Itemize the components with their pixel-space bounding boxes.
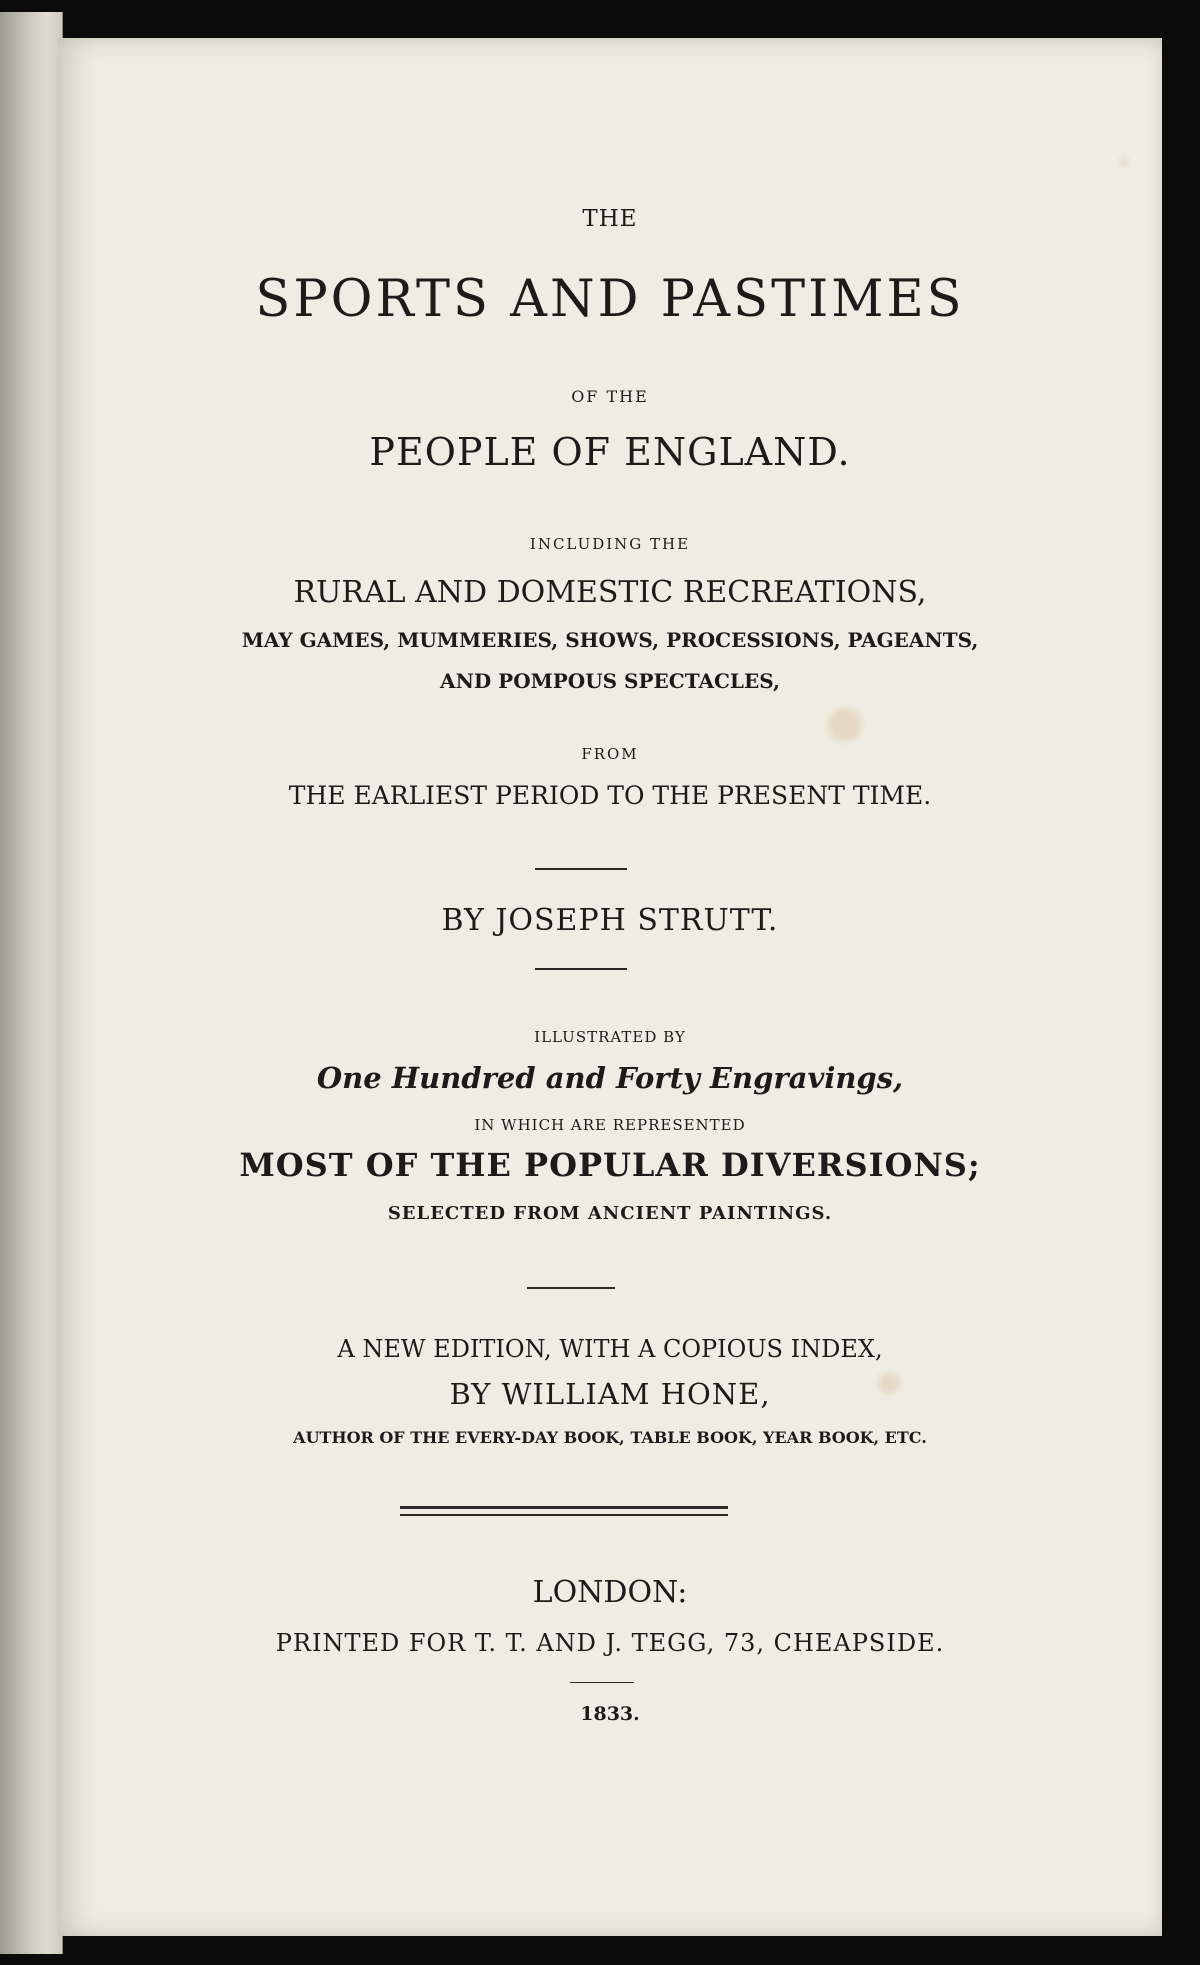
facing-page-edge <box>0 12 63 1954</box>
subject-title: PEOPLE OF ENGLAND. <box>369 430 851 474</box>
separator-rule <box>535 968 627 970</box>
editor-line: BY WILLIAM HONE, <box>449 1377 771 1411</box>
place-line: LONDON: <box>532 1575 688 1610</box>
from-label: FROM <box>581 745 639 763</box>
year-line: 1833. <box>580 1703 640 1725</box>
illustrated-by-label: ILLUSTRATED BY <box>534 1028 686 1046</box>
edition-line: A NEW EDITION, WITH A COPIOUS INDEX, <box>337 1335 883 1363</box>
diversions-line: MOST OF THE POPULAR DIVERSIONS; <box>239 1146 981 1184</box>
games-line: MAY GAMES, MUMMERIES, SHOWS, PROCESSIONS, PAGEANTS, <box>241 628 979 652</box>
selected-line: SELECTED FROM ANCIENT PAINTINGS. <box>387 1203 833 1224</box>
of-the-label: OF THE <box>571 387 649 406</box>
including-label: INCLUDING THE <box>529 535 691 553</box>
double-rule-bottom <box>400 1514 728 1516</box>
author-line: BY JOSEPH STRUTT. <box>441 903 779 938</box>
separator-rule <box>527 1287 615 1289</box>
main-title: SPORTS AND PASTIMES <box>255 270 965 329</box>
title-page-text <box>58 38 1162 1936</box>
double-rule-top <box>400 1506 728 1509</box>
represented-label: IN WHICH ARE REPRESENTED <box>474 1116 746 1134</box>
separator-rule <box>570 1682 634 1683</box>
period-line: THE EARLIEST PERIOD TO THE PRESENT TIME. <box>288 781 932 810</box>
recreations-line: RURAL AND DOMESTIC RECREATIONS, <box>293 575 927 610</box>
title-page <box>58 38 1162 1936</box>
printer-line: PRINTED FOR T. T. AND J. TEGG, 73, CHEAPSIDE. <box>275 1629 945 1657</box>
spectacles-line: AND POMPOUS SPECTACLES, <box>440 669 780 693</box>
separator-rule <box>535 868 627 870</box>
the-label: THE <box>582 206 638 232</box>
editor-credit-line: AUTHOR OF THE EVERY-DAY BOOK, TABLE BOOK, YEAR BOOK, ETC. <box>293 1428 927 1447</box>
engravings-line: One Hundred and Forty Engravings, <box>316 1061 904 1095</box>
